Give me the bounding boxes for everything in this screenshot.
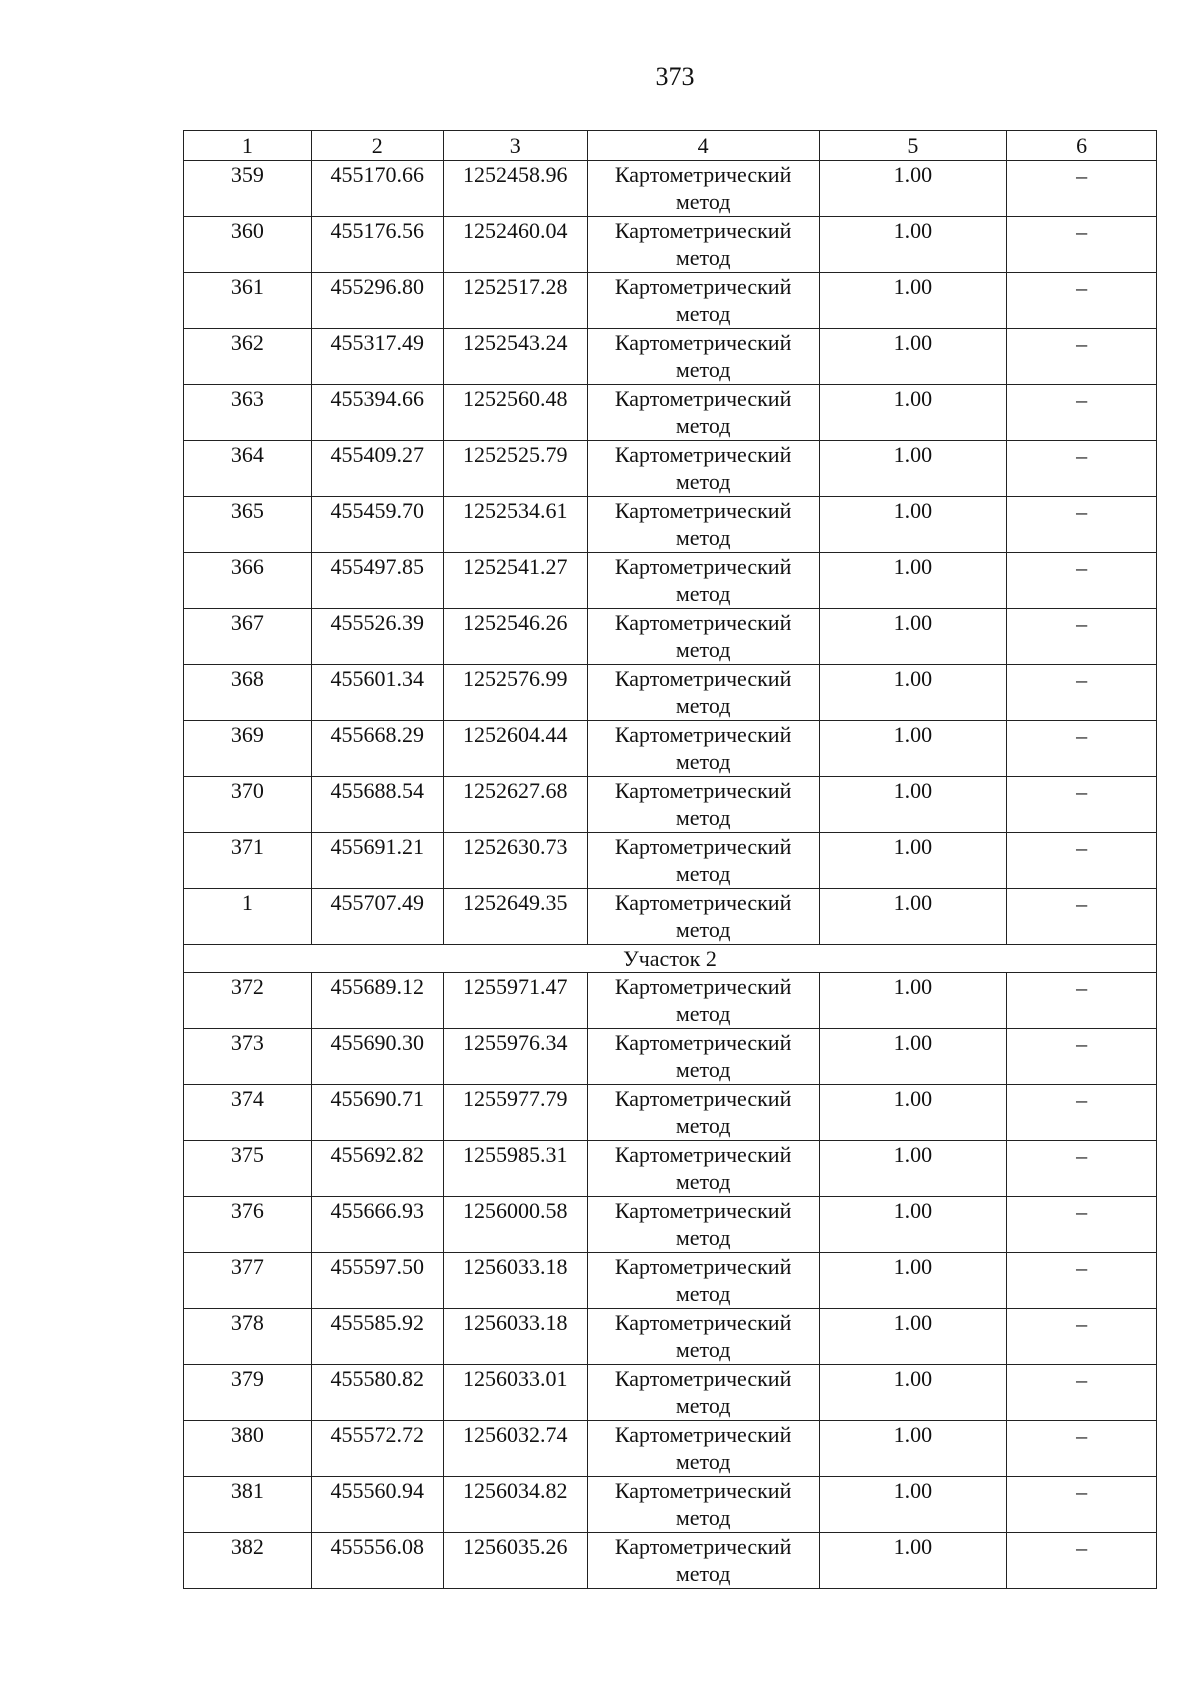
point-number-cell: 362	[184, 329, 312, 385]
table-row	[184, 1029, 1157, 1085]
x-coordinate-cell: 455690.71	[311, 1085, 443, 1141]
method-cell: Картометрический метод	[587, 217, 819, 273]
table-row	[184, 665, 1157, 721]
point-number-cell: 360	[184, 217, 312, 273]
method-cell: Картометрический метод	[587, 609, 819, 665]
method-cell: Картометрический метод	[587, 1197, 819, 1253]
x-coordinate-cell: 455459.70	[311, 497, 443, 553]
table-row	[184, 1421, 1157, 1477]
table-row	[184, 1197, 1157, 1253]
y-coordinate-cell: 1252517.28	[443, 273, 587, 329]
point-number-cell: 373	[184, 1029, 312, 1085]
method-cell: Картометрический метод	[587, 161, 819, 217]
note-cell: –	[1007, 1421, 1157, 1477]
point-number-cell: 1	[184, 889, 312, 945]
note-cell: –	[1007, 273, 1157, 329]
point-number-cell: 368	[184, 665, 312, 721]
method-cell: Картометрический метод	[587, 889, 819, 945]
y-coordinate-cell: 1252627.68	[443, 777, 587, 833]
note-cell: –	[1007, 1533, 1157, 1589]
note-cell: –	[1007, 1309, 1157, 1365]
y-coordinate-cell: 1252560.48	[443, 385, 587, 441]
x-coordinate-cell: 455572.72	[311, 1421, 443, 1477]
table-row	[184, 217, 1157, 273]
point-number-cell: 365	[184, 497, 312, 553]
column-header: 1	[184, 131, 312, 161]
method-cell: Картометрический метод	[587, 497, 819, 553]
point-number-cell: 363	[184, 385, 312, 441]
accuracy-cell: 1.00	[819, 1085, 1007, 1141]
point-number-cell: 372	[184, 973, 312, 1029]
x-coordinate-cell: 455601.34	[311, 665, 443, 721]
table-row	[184, 1085, 1157, 1141]
table-header	[184, 131, 1157, 161]
point-number-cell: 379	[184, 1365, 312, 1421]
point-number-cell: 381	[184, 1477, 312, 1533]
method-cell: Картометрический метод	[587, 721, 819, 777]
y-coordinate-cell: 1255985.31	[443, 1141, 587, 1197]
x-coordinate-cell: 455394.66	[311, 385, 443, 441]
y-coordinate-cell: 1252630.73	[443, 833, 587, 889]
point-number-cell: 364	[184, 441, 312, 497]
method-cell: Картометрический метод	[587, 385, 819, 441]
note-cell: –	[1007, 1477, 1157, 1533]
method-cell: Картометрический метод	[587, 553, 819, 609]
accuracy-cell: 1.00	[819, 161, 1007, 217]
table-row	[184, 833, 1157, 889]
note-cell: –	[1007, 553, 1157, 609]
accuracy-cell: 1.00	[819, 385, 1007, 441]
y-coordinate-cell: 1255977.79	[443, 1085, 587, 1141]
table-row	[184, 497, 1157, 553]
y-coordinate-cell: 1256033.18	[443, 1309, 587, 1365]
x-coordinate-cell: 455497.85	[311, 553, 443, 609]
point-number-cell: 375	[184, 1141, 312, 1197]
x-coordinate-cell: 455409.27	[311, 441, 443, 497]
y-coordinate-cell: 1252534.61	[443, 497, 587, 553]
accuracy-cell: 1.00	[819, 1253, 1007, 1309]
y-coordinate-cell: 1256000.58	[443, 1197, 587, 1253]
method-cell: Картометрический метод	[587, 1365, 819, 1421]
x-coordinate-cell: 455597.50	[311, 1253, 443, 1309]
note-cell: –	[1007, 889, 1157, 945]
accuracy-cell: 1.00	[819, 1533, 1007, 1589]
y-coordinate-cell: 1255971.47	[443, 973, 587, 1029]
x-coordinate-cell: 455556.08	[311, 1533, 443, 1589]
note-cell: –	[1007, 1365, 1157, 1421]
y-coordinate-cell: 1252576.99	[443, 665, 587, 721]
note-cell: –	[1007, 385, 1157, 441]
point-number-cell: 374	[184, 1085, 312, 1141]
note-cell: –	[1007, 497, 1157, 553]
column-header: 4	[587, 131, 819, 161]
x-coordinate-cell: 455526.39	[311, 609, 443, 665]
y-coordinate-cell: 1256035.26	[443, 1533, 587, 1589]
y-coordinate-cell: 1252543.24	[443, 329, 587, 385]
table-row	[184, 553, 1157, 609]
point-number-cell: 367	[184, 609, 312, 665]
y-coordinate-cell: 1256033.01	[443, 1365, 587, 1421]
method-cell: Картометрический метод	[587, 1085, 819, 1141]
note-cell: –	[1007, 833, 1157, 889]
y-coordinate-cell: 1252649.35	[443, 889, 587, 945]
y-coordinate-cell: 1252458.96	[443, 161, 587, 217]
note-cell: –	[1007, 1085, 1157, 1141]
accuracy-cell: 1.00	[819, 497, 1007, 553]
x-coordinate-cell: 455691.21	[311, 833, 443, 889]
y-coordinate-cell: 1256033.18	[443, 1253, 587, 1309]
page-number: 373	[655, 62, 695, 91]
point-number-cell: 369	[184, 721, 312, 777]
table-row	[184, 973, 1157, 1029]
table-row	[184, 273, 1157, 329]
accuracy-cell: 1.00	[819, 441, 1007, 497]
point-number-cell: 380	[184, 1421, 312, 1477]
y-coordinate-cell: 1252541.27	[443, 553, 587, 609]
method-cell: Картометрический метод	[587, 1253, 819, 1309]
note-cell: –	[1007, 441, 1157, 497]
note-cell: –	[1007, 329, 1157, 385]
accuracy-cell: 1.00	[819, 609, 1007, 665]
x-coordinate-cell: 455585.92	[311, 1309, 443, 1365]
table-row	[184, 777, 1157, 833]
accuracy-cell: 1.00	[819, 553, 1007, 609]
note-cell: –	[1007, 1141, 1157, 1197]
point-number-cell: 366	[184, 553, 312, 609]
table-row	[184, 161, 1157, 217]
point-number-cell: 370	[184, 777, 312, 833]
table-row	[184, 1365, 1157, 1421]
point-number-cell: 361	[184, 273, 312, 329]
y-coordinate-cell: 1252460.04	[443, 217, 587, 273]
table-row	[184, 441, 1157, 497]
x-coordinate-cell: 455692.82	[311, 1141, 443, 1197]
accuracy-cell: 1.00	[819, 777, 1007, 833]
accuracy-cell: 1.00	[819, 973, 1007, 1029]
point-number-cell: 371	[184, 833, 312, 889]
method-cell: Картометрический метод	[587, 833, 819, 889]
accuracy-cell: 1.00	[819, 217, 1007, 273]
accuracy-cell: 1.00	[819, 1477, 1007, 1533]
method-cell: Картометрический метод	[587, 273, 819, 329]
y-coordinate-cell: 1255976.34	[443, 1029, 587, 1085]
column-header: 5	[819, 131, 1007, 161]
accuracy-cell: 1.00	[819, 665, 1007, 721]
x-coordinate-cell: 455666.93	[311, 1197, 443, 1253]
note-cell: –	[1007, 1197, 1157, 1253]
note-cell: –	[1007, 1253, 1157, 1309]
method-cell: Картометрический метод	[587, 1309, 819, 1365]
note-cell: –	[1007, 217, 1157, 273]
column-header: 3	[443, 131, 587, 161]
method-cell: Картометрический метод	[587, 1477, 819, 1533]
note-cell: –	[1007, 665, 1157, 721]
table-row	[184, 1141, 1157, 1197]
method-cell: Картометрический метод	[587, 1029, 819, 1085]
accuracy-cell: 1.00	[819, 721, 1007, 777]
table-row	[184, 1309, 1157, 1365]
x-coordinate-cell: 455560.94	[311, 1477, 443, 1533]
method-cell: Картометрический метод	[587, 777, 819, 833]
section-title: Участок 2	[184, 945, 1157, 973]
table-row	[184, 329, 1157, 385]
x-coordinate-cell: 455668.29	[311, 721, 443, 777]
x-coordinate-cell: 455170.66	[311, 161, 443, 217]
column-header: 6	[1007, 131, 1157, 161]
table-row	[184, 1533, 1157, 1589]
table-row	[184, 609, 1157, 665]
section-row	[184, 945, 1157, 973]
point-number-cell: 376	[184, 1197, 312, 1253]
accuracy-cell: 1.00	[819, 833, 1007, 889]
x-coordinate-cell: 455176.56	[311, 217, 443, 273]
method-cell: Картометрический метод	[587, 441, 819, 497]
x-coordinate-cell: 455689.12	[311, 973, 443, 1029]
accuracy-cell: 1.00	[819, 273, 1007, 329]
y-coordinate-cell: 1252546.26	[443, 609, 587, 665]
note-cell: –	[1007, 973, 1157, 1029]
point-number-cell: 359	[184, 161, 312, 217]
accuracy-cell: 1.00	[819, 329, 1007, 385]
accuracy-cell: 1.00	[819, 1197, 1007, 1253]
table-row	[184, 385, 1157, 441]
x-coordinate-cell: 455707.49	[311, 889, 443, 945]
accuracy-cell: 1.00	[819, 1141, 1007, 1197]
coordinates-table	[183, 130, 1157, 1589]
table-row	[184, 1253, 1157, 1309]
note-cell: –	[1007, 1029, 1157, 1085]
x-coordinate-cell: 455580.82	[311, 1365, 443, 1421]
x-coordinate-cell: 455317.49	[311, 329, 443, 385]
x-coordinate-cell: 455296.80	[311, 273, 443, 329]
accuracy-cell: 1.00	[819, 1365, 1007, 1421]
note-cell: –	[1007, 721, 1157, 777]
point-number-cell: 378	[184, 1309, 312, 1365]
method-cell: Картометрический метод	[587, 665, 819, 721]
y-coordinate-cell: 1252525.79	[443, 441, 587, 497]
header-row	[184, 131, 1157, 161]
method-cell: Картометрический метод	[587, 1533, 819, 1589]
method-cell: Картометрический метод	[587, 329, 819, 385]
table-row	[184, 1477, 1157, 1533]
y-coordinate-cell: 1256034.82	[443, 1477, 587, 1533]
column-header: 2	[311, 131, 443, 161]
note-cell: –	[1007, 161, 1157, 217]
accuracy-cell: 1.00	[819, 1421, 1007, 1477]
point-number-cell: 377	[184, 1253, 312, 1309]
accuracy-cell: 1.00	[819, 889, 1007, 945]
point-number-cell: 382	[184, 1533, 312, 1589]
table-row	[184, 889, 1157, 945]
y-coordinate-cell: 1252604.44	[443, 721, 587, 777]
method-cell: Картометрический метод	[587, 1141, 819, 1197]
accuracy-cell: 1.00	[819, 1309, 1007, 1365]
note-cell: –	[1007, 777, 1157, 833]
x-coordinate-cell: 455688.54	[311, 777, 443, 833]
accuracy-cell: 1.00	[819, 1029, 1007, 1085]
note-cell: –	[1007, 609, 1157, 665]
y-coordinate-cell: 1256032.74	[443, 1421, 587, 1477]
x-coordinate-cell: 455690.30	[311, 1029, 443, 1085]
method-cell: Картометрический метод	[587, 1421, 819, 1477]
method-cell: Картометрический метод	[587, 973, 819, 1029]
table-row	[184, 721, 1157, 777]
table-body	[184, 161, 1157, 1589]
